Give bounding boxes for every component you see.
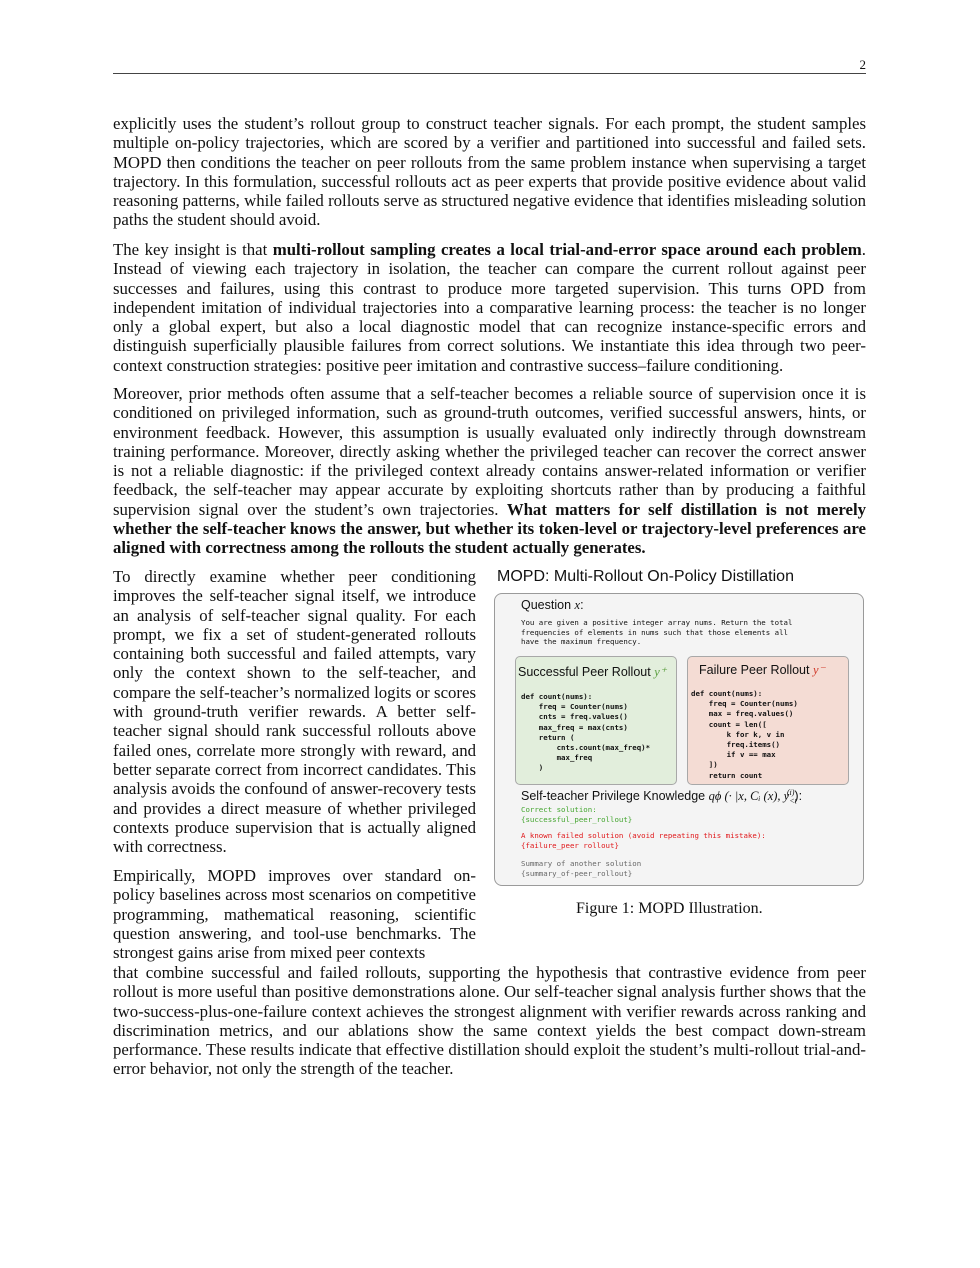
paragraph-empirical-wide <box>113 963 866 1079</box>
paragraph-bold-text: multi-rollout sampling creates a local trial-and-error space around each problem <box>272 240 862 259</box>
question-label: Question x: <box>521 598 584 612</box>
summary-solution-prompt: Summary of another solution {summary_of-peer_rollout} <box>521 859 642 878</box>
successful-rollout-code: def count(nums): freq = Counter(nums) cnts = freq.values() max_freq = max(cnts) return ( cnts.count(max_freq)* max_freq ) <box>521 692 651 773</box>
paragraph-text <box>113 240 866 375</box>
paragraph-prior-methods <box>113 384 866 558</box>
failure-rollout-title: Failure Peer Rollout y⁻ <box>699 663 826 677</box>
successful-rollout-title: Successful Peer Rollout y⁺ <box>518 665 667 679</box>
header-rule <box>113 73 866 74</box>
paragraph-intro <box>113 114 866 230</box>
paragraph-text-pre: The key insight is that <box>113 240 273 259</box>
paragraph-key-insight <box>113 240 866 375</box>
paragraph-signal-analysis <box>113 567 476 856</box>
correct-solution-prompt: Correct solution: {successful_peer_rollout} <box>521 805 633 824</box>
paragraph-text: explicitly uses the student’s rollout group to construct teacher signals. For each prompt, the student samples multiple on-policy trajectories, which are scored by a verifier and partitioned into successful and failed sets. MOPD then conditions the teacher on peer rollouts from the same problem instance when supervising a target trajectory. In this formulation, successful rollouts act as peer experts that provide positive evidence about valid reasoning patterns, while failed rollouts serve as structured negative evidence that identifies misleading solution paths the student should avoid. <box>113 114 866 230</box>
failed-solution-prompt: A known failed solution (avoid repeating this mistake): {failure_peer rollout} <box>521 831 766 850</box>
privilege-knowledge-label: Self-teacher Privilege Knowledge qϕ (· |x, Cᵢ (x), $y_{<t}^{(i)}$): <box>521 788 803 806</box>
paragraph-text-post: . Instead of viewing each trajectory in isolation, the teacher can compare the current rollout against peer successes and failures, using this contrast to produce more targeted supervision. This turns OPD from independent imitation of individual trajectories into a comparative learning process: the teacher is no longer only a global expert, but also a local diagnostic model that can recognize instance-specific errors and distinguish superficially plausible failures from correct solutions. We instantiate this idea through two peer-context construction strategies: positive peer imitation and contrastive success–failure conditioning. <box>113 240 866 375</box>
figure-title: MOPD: Multi-Rollout On-Policy Distillation <box>497 568 794 585</box>
figure-caption: Figure 1: MOPD Illustration. <box>576 900 763 917</box>
paragraph-text: To directly examine whether peer conditioning improves the self-teacher signal itself, we introduce an analysis of self-teacher signal quality. For each prompt, we fix a set of student-generated rollouts containing both successful and failed attempts, vary only the context shown to the self-teacher, and compare the self-teacher’s normalized logits or scores with ground-truth verifier rewards. A better self-teacher signal should rank successful rollouts above failed ones, correlate more strongly with reward, and better separate correct from incorrect candidates. This analysis avoids the confound of answer-recovery tests and provides a direct measure of whether privileged contexts produce supervision that is actually aligned with correctness. <box>113 567 476 857</box>
paragraph-empirical-narrow <box>113 866 476 962</box>
failure-symbol: y⁻ <box>812 663 826 677</box>
paragraph-text: Empirically, MOPD improves over standard on-policy baselines across most scenarios on competitive programming, mathematical reasoning, scientific question answering, and tool-use benchmarks. The strongest gains arise from mixed peer contexts <box>113 866 476 963</box>
paragraph-text-pre: Moreover, prior methods often assume that a self-teacher becomes a reliable source of supervision once it is conditioned on privileged information, such as ground-truth outcomes, verified successful answers, hints, or environment feedback. However, this assumption is usually evaluated only indirectly through downstream training performance. Moreover, directly asking whether the privileged teacher can recover the correct answer is not a reliable diagnostic: if the privileged context already contains answer-related information or verifier feedback, the self-teacher may appear accurate by exploiting shortcuts rather than by producing a faithful supervision signal over the student’s own trajectories. <box>113 384 866 519</box>
paragraph-bold-text: What matters for self distillation is not merely whether the self-teacher knows the answer, but whether its token-level or trajectory-level preferences are aligned with correctness among the rollouts the student actually generates. <box>113 499 866 558</box>
page-number: 2 <box>859 57 866 72</box>
failure-rollout-code: def count(nums): freq = Counter(nums) max = freq.values() count = len([ k for k, v in freq.items() if v == max ]) return count <box>691 689 798 780</box>
paragraph-text <box>113 384 866 558</box>
success-symbol: y⁺ <box>654 665 667 679</box>
question-text: You are given a positive integer array nums. Return the total frequencies of elements in nums such that those elements all have the maximum frequency. <box>521 618 793 647</box>
paragraph-text: that combine successful and failed rollouts, supporting the hypothesis that contrastive evidence from peer rollout is more useful than positive demonstrations alone. Our self-teacher signal analysis further shows that the two-success-plus-one-failure context achieves the strongest alignment with verifier rewards across ranking and discrimination metrics, and our ablations show the same context yields the best compact down-stream performance. These results indicate that effective distillation should exploit the student’s multi-rollout trial-and-error behavior, not only the strength of the teacher. <box>113 963 866 1079</box>
